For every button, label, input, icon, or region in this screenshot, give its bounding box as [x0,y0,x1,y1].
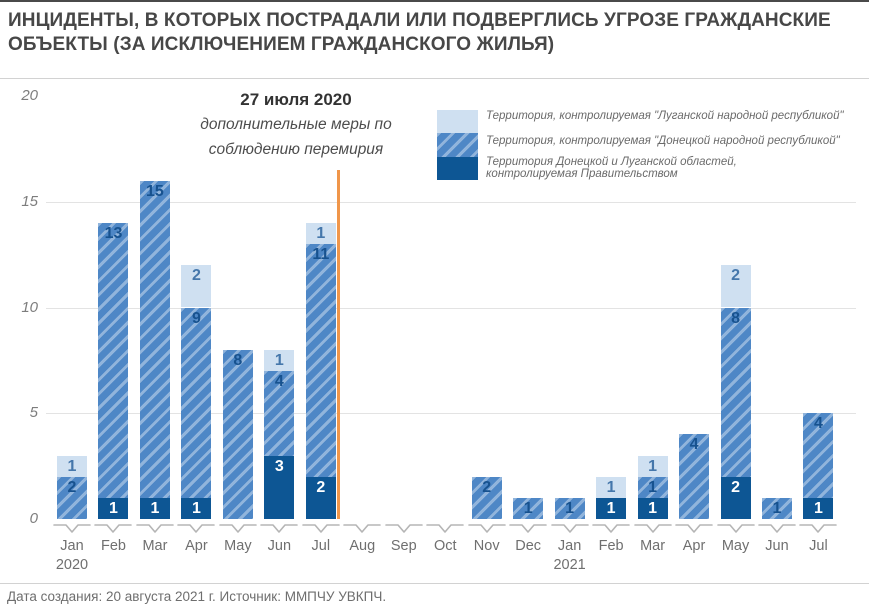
x-axis-label-month: Feb [100,538,126,554]
bar-value-label: 1 [150,499,160,517]
x-axis-tick [551,522,589,534]
bar-value-label: 1 [274,351,284,369]
bar-value-label: 4 [274,372,284,390]
x-axis-tick [426,522,464,534]
bar-value-label: 13 [104,224,123,242]
page-title-line1: ИНЦИДЕНТЫ, В КОТОРЫХ ПОСТРАДАЛИ ИЛИ ПОДВЕРГЛИСЬ УГРОЗЕ ГРАЖДАНСКИЕ [8,10,831,31]
x-axis-tick [53,522,91,534]
bar-segment [223,350,253,519]
x-axis-tick [385,522,423,534]
x-axis-label-month: Jun [267,538,292,554]
bar-value-label: 1 [648,457,658,475]
x-axis-label-month: May [721,538,750,554]
x-axis-label-month: Apr [185,538,208,554]
x-axis-tick [219,522,257,534]
x-axis-label-month: Aug [349,538,376,554]
bar-value-label: 15 [146,182,164,200]
x-axis-tick [758,522,796,534]
x-axis-label-month: Oct [433,538,457,554]
legend-label-gov [486,157,737,180]
x-axis-label-month: Jan [557,538,582,554]
x-axis-label-month: Feb [598,538,624,554]
legend-label-lnr: Территория, контролируемая "Луганской народной республикой" [486,110,844,122]
legend-label-gov-line1: Территория Донецкой и Луганской областей, [486,156,737,168]
event-annotation-date: 27 июля 2020 [240,90,352,109]
bar-value-label: 8 [731,309,740,327]
x-axis-label-month: Jan [60,538,84,554]
x-axis-tick [717,522,755,534]
x-axis-label-month: Nov [473,538,500,554]
y-axis-label: 0 [29,510,38,527]
x-axis-label-month: Mar [142,538,168,554]
bar-segment [306,244,336,477]
x-axis-tick [799,522,837,534]
x-axis-tick [302,522,340,534]
x-axis-label-month: Apr [682,538,706,554]
bar-segment [721,308,751,477]
bar-value-label: 2 [482,478,492,496]
x-axis-label-month: Jul [809,538,828,554]
bar-value-label: 1 [814,499,823,517]
bar-value-label: 1 [565,499,575,517]
x-axis-tick [634,522,672,534]
x-axis-tick [592,522,630,534]
legend-label-gov-line2: контролируемая Правительством [486,167,678,180]
bar-value-label: 4 [689,436,699,454]
x-axis-label-month: Jun [765,538,789,554]
bar-value-label: 2 [191,267,201,285]
bar-value-label: 1 [648,478,658,496]
bar-value-label: 2 [67,478,77,496]
bar-segment [181,308,211,498]
bar-value-label: 2 [316,478,326,496]
bar-segment [140,181,170,498]
x-axis-label-year: 2020 [55,557,89,573]
legend-label-dnr: Территория, контролируемая "Донецкой народной республикой" [486,135,840,147]
x-axis-tick [509,522,547,534]
top-border [0,0,869,2]
x-axis-tick [260,522,298,534]
x-axis-label-month: Sep [390,538,417,554]
event-annotation-line2: соблюдению перемирия [208,141,384,158]
x-axis-tick [675,522,713,534]
legend-swatch-lnr [437,110,478,133]
bar-value-label: 1 [648,499,658,517]
y-axis-label: 15 [21,192,38,210]
bar-value-label: 1 [109,499,118,517]
bar-value-label: 1 [772,499,782,517]
bar-value-label: 4 [814,415,823,433]
x-axis-tick [468,522,506,534]
bar-segment [98,223,128,498]
x-axis-label-month: May [224,538,252,554]
x-axis-tick [343,522,381,534]
bar-value-label: 1 [67,457,77,475]
bar-value-label: 1 [523,499,533,517]
page-title [8,9,864,57]
bar-value-label: 11 [312,246,330,264]
bar-value-label: 9 [191,309,201,327]
bar-value-label: 1 [606,478,616,496]
bar-value-label: 1 [606,499,616,517]
y-axis-label: 5 [29,404,38,422]
x-axis-label-month: Mar [640,538,666,554]
bar-value-label: 2 [731,478,740,496]
x-axis-tick [177,522,215,534]
event-marker-line [337,170,340,519]
legend-swatch-gov [437,157,478,180]
bar-value-label: 8 [233,351,243,369]
legend-swatch-dnr [437,133,478,157]
page-title-line2: ОБЪЕКТЫ (ЗА ИСКЛЮЧЕНИЕМ ГРАЖДАНСКОГО ЖИЛЬЯ) [8,34,555,55]
footer-divider [0,583,869,584]
title-divider [0,78,869,79]
x-axis-tick [136,522,174,534]
bar-value-label: 2 [731,267,740,285]
x-axis-label-month: Jul [311,538,331,554]
bar-value-label: 3 [274,457,284,475]
y-axis-label: 10 [21,298,38,316]
bar-value-label: 1 [316,224,326,242]
x-axis-label-month: Dec [515,538,542,554]
y-axis-label: 20 [21,87,38,104]
event-annotation-line1: дополнительные меры по [200,116,392,133]
x-axis-label-year: 2021 [553,557,586,573]
footer-source-text: Дата создания: 20 августа 2021 г. Источник: ММПЧУ УВКПЧ. [7,589,387,604]
event-annotation [146,88,446,162]
bar-value-label: 1 [191,499,201,517]
x-axis-tick [94,522,132,534]
